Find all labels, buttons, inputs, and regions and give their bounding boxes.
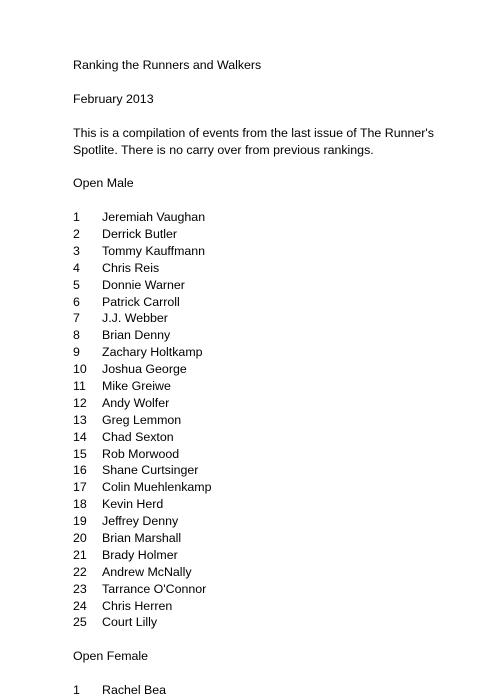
rank-number: 22 xyxy=(73,564,87,579)
list-item xyxy=(73,209,473,226)
runner-name: Tommy Kauffmann xyxy=(102,243,206,258)
rank-number: 10 xyxy=(73,362,87,377)
list-item xyxy=(73,446,473,463)
rank-number: 1 xyxy=(73,210,80,225)
runner-name: Court Lilly xyxy=(102,615,158,630)
rankings-sections xyxy=(73,175,473,699)
rank-number: 24 xyxy=(73,598,87,613)
rank-number: 14 xyxy=(73,429,87,444)
runner-name: Zachary Holtkamp xyxy=(102,345,203,360)
list-item xyxy=(73,294,473,311)
rank-number: 9 xyxy=(73,345,80,360)
list-item xyxy=(73,530,473,547)
rank-number: 8 xyxy=(73,328,80,343)
list-item xyxy=(73,598,473,615)
rank-number: 19 xyxy=(73,514,87,529)
rank-number: 25 xyxy=(73,615,87,630)
list-item xyxy=(73,260,473,277)
document-date: February 2013 xyxy=(73,91,154,106)
rank-number: 20 xyxy=(73,531,87,546)
runner-name: Rachel Bea xyxy=(102,683,167,698)
section-heading: Open Female xyxy=(73,649,149,664)
runner-name: Shane Curtsinger xyxy=(102,463,199,478)
list-item xyxy=(73,564,473,581)
ranking-list xyxy=(73,209,473,631)
intro-paragraph xyxy=(73,125,473,159)
list-item xyxy=(73,547,473,564)
rank-number: 17 xyxy=(73,480,87,495)
intro-line: This is a compilation of events from the last issue of The Runner's xyxy=(73,125,434,140)
rank-number: 5 xyxy=(73,277,80,292)
rank-number: 23 xyxy=(73,581,87,596)
list-item xyxy=(73,479,473,496)
runner-name: Greg Lemmon xyxy=(102,412,182,427)
runner-name: Andy Wolfer xyxy=(102,395,170,410)
ranking-list xyxy=(73,682,473,699)
runner-name: Chad Sexton xyxy=(102,429,174,444)
runner-name: Patrick Carroll xyxy=(102,294,180,309)
list-item xyxy=(73,344,473,361)
list-item xyxy=(73,462,473,479)
list-item xyxy=(73,513,473,530)
rank-number: 1 xyxy=(73,683,80,698)
list-item xyxy=(73,327,473,344)
intro-line: Spotlite. There is no carry over from previous rankings. xyxy=(73,142,374,157)
list-item xyxy=(73,226,473,243)
runner-name: Joshua George xyxy=(102,362,187,377)
rank-number: 16 xyxy=(73,463,87,478)
list-item xyxy=(73,277,473,294)
list-item xyxy=(73,378,473,395)
list-item xyxy=(73,496,473,513)
runner-name: Jeremiah Vaughan xyxy=(102,210,206,225)
runner-name: Tarrance O'Connor xyxy=(102,581,207,596)
rank-number: 15 xyxy=(73,446,87,461)
document-page xyxy=(73,57,473,699)
runner-name: Derrick Butler xyxy=(102,226,178,241)
rank-number: 13 xyxy=(73,412,87,427)
runner-name: Chris Herren xyxy=(102,598,173,613)
runner-name: Colin Muehlenkamp xyxy=(102,480,212,495)
runner-name: Brian Marshall xyxy=(102,531,182,546)
runner-name: Brian Denny xyxy=(102,328,171,343)
list-item xyxy=(73,429,473,446)
rank-number: 4 xyxy=(73,260,80,275)
list-item xyxy=(73,412,473,429)
list-item xyxy=(73,243,473,260)
rank-number: 12 xyxy=(73,395,87,410)
rank-number: 6 xyxy=(73,294,80,309)
list-item xyxy=(73,682,473,699)
list-item xyxy=(73,614,473,631)
runner-name: Andrew McNally xyxy=(102,564,192,579)
list-item xyxy=(73,361,473,378)
rank-number: 2 xyxy=(73,226,80,241)
runner-name: Brady Holmer xyxy=(102,547,178,562)
rank-number: 7 xyxy=(73,311,80,326)
rank-number: 3 xyxy=(73,243,80,258)
rank-number: 11 xyxy=(73,379,86,393)
list-item xyxy=(73,581,473,598)
section-heading: Open Male xyxy=(73,176,134,191)
list-item xyxy=(73,395,473,412)
runner-name: Chris Reis xyxy=(102,260,160,275)
runner-name: J.J. Webber xyxy=(102,311,168,326)
list-item xyxy=(73,310,473,327)
runner-name: Donnie Warner xyxy=(102,277,185,292)
runner-name: Jeffrey Denny xyxy=(102,514,179,529)
rank-number: 21 xyxy=(73,547,87,562)
runner-name: Mike Greiwe xyxy=(102,379,171,393)
runner-name: Rob Morwood xyxy=(102,446,180,461)
document-title: Ranking the Runners and Walkers xyxy=(73,58,262,72)
rank-number: 18 xyxy=(73,497,87,512)
runner-name: Kevin Herd xyxy=(102,497,164,512)
